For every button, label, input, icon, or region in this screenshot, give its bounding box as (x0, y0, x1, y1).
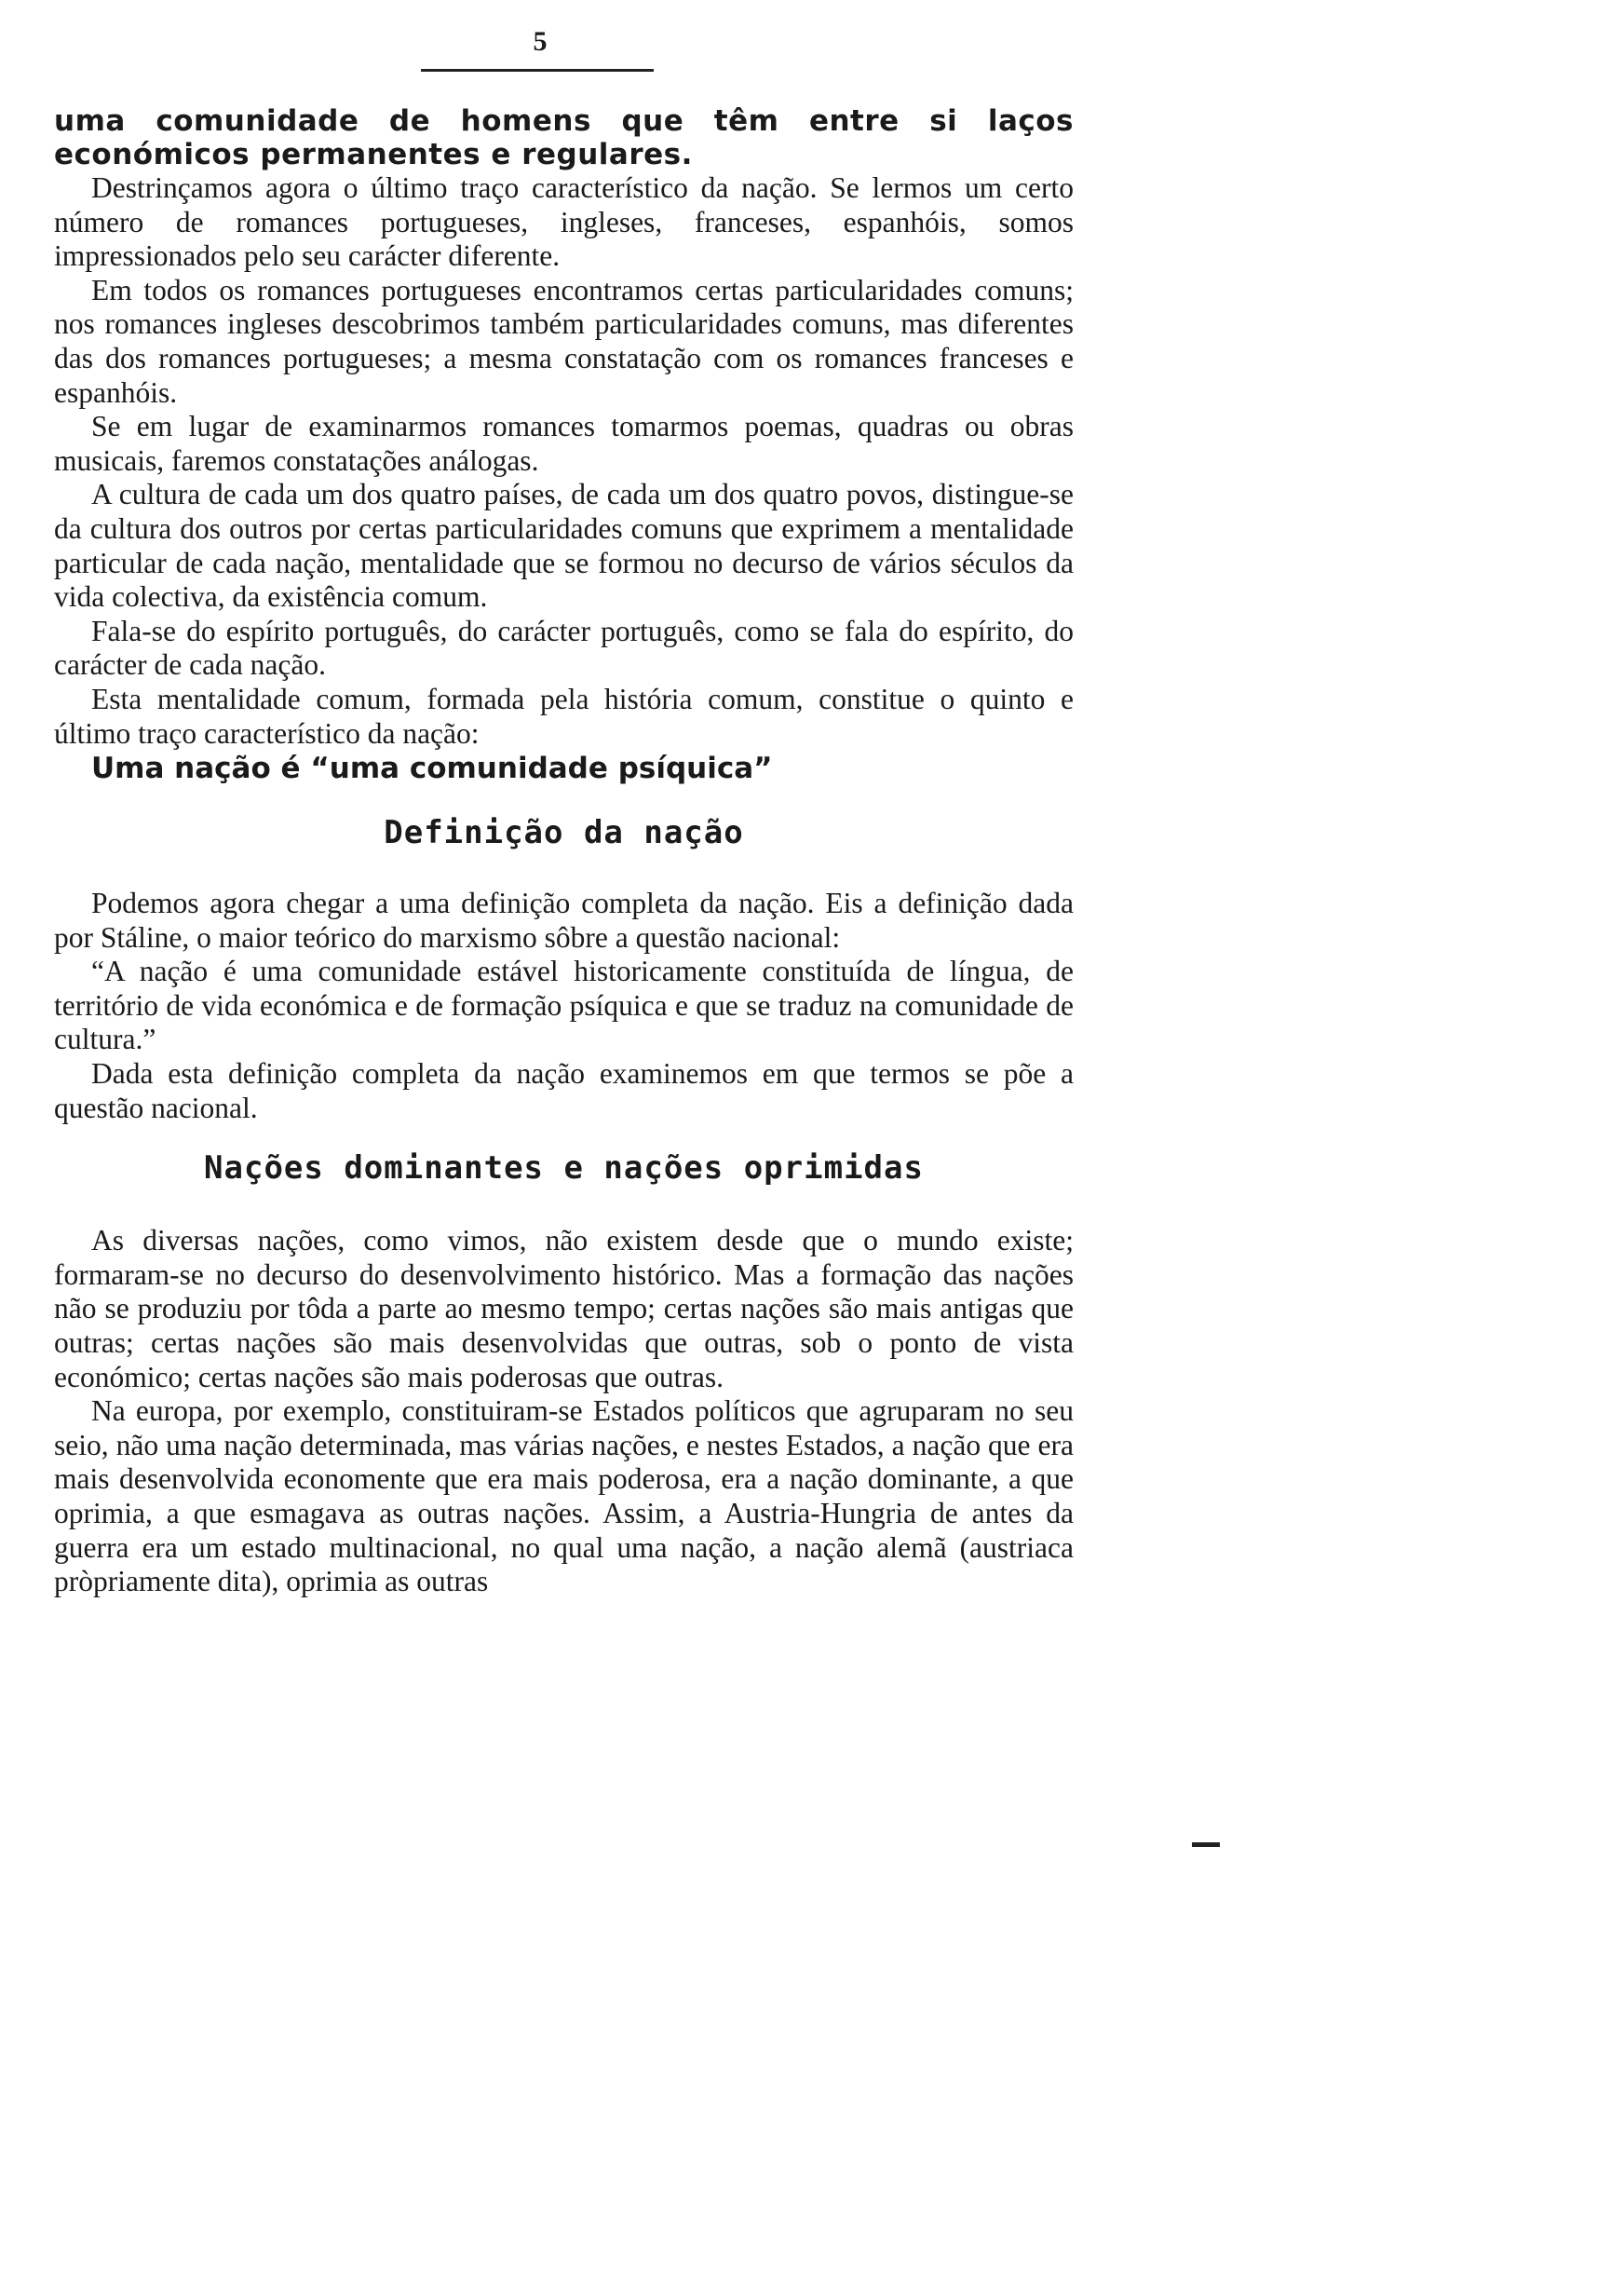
header-rule (421, 69, 654, 72)
page-number: 5 (533, 26, 548, 57)
paragraph: Destrinçamos agora o último traço característico da nação. Se lermos um certo número de romances portugueses, ingleses, franceses, espanhóis, somos impressionados pelo seu carácter diferente. (54, 171, 1074, 273)
paragraph: Esta mentalidade comum, formada pela história comum, constitue o quinto e último traço característico da nação: (54, 682, 1074, 750)
paragraph: Em todos os romances portugueses encontramos certas particularidades comuns; nos romances ingleses descobrimos também particularidades comuns, mas diferentes das dos romances portugueses; a mesma constatação com os romances franceses e espanhóis. (54, 273, 1074, 409)
margin-dash (1192, 1842, 1220, 1847)
section-heading-definicao: Definição da nação (384, 814, 744, 852)
paragraph: Podemos agora chegar a uma definição completa da nação. Eis a definição dada por Stáline, o maior teórico do marxismo sôbre a questão nacional: (54, 887, 1074, 954)
bold-statement: Uma nação é “uma comunidade psíquica” (91, 752, 773, 786)
paragraph: A cultura de cada um dos quatro países, de cada um dos quatro povos, distingue-se da cultura dos outros por certas particularidades comuns que exprimem a mentalidade particular de cada nação, mentalidade que se formou no decurso de vários séculos da vida colectiva, da existência comum. (54, 478, 1074, 614)
paragraph: Na europa, por exemplo, constituiram-se Estados políticos que agruparam no seu seio, não uma nação determinada, mas várias nações, e nestes Estados, a nação que era mais desenvolvida economente que era mais poderosa, era a nação dominante, a que oprimia, a que esmagava as outras nações. Assim, a Austria-Hungria de antes da guerra era um estado multinacional, no qual uma nação, a nação alemã (austriaca pròpriamente dita), oprimia as outras (54, 1394, 1074, 1598)
paragraph: As diversas nações, como vimos, não existem desde que o mundo existe; formaram-se no decurso do desenvolvimento histórico. Mas a formação das nações não se produziu por tôda a parte ao mesmo tempo; certas nações são mais antigas que outras; certas nações são mais desenvolvidas que outras, sob o ponto de vista económico; certas nações são mais poderosas que outras. (54, 1224, 1074, 1393)
paragraph: Se em lugar de examinarmos romances tomarmos poemas, quadras ou obras musicais, faremos constatações análogas. (54, 410, 1074, 477)
text-column (54, 104, 1074, 1599)
continued-bold-line: uma comunidade de homens que têm entre si laços económicos permanentes e regulares. (54, 104, 1074, 171)
section-heading-nacoes: Nações dominantes e nações oprimidas (204, 1149, 924, 1188)
paragraph: Fala-se do espírito português, do carácter português, como se fala do espírito, do carácter de cada nação. (54, 614, 1074, 682)
definition-quote: “A nação é uma comunidade estável historicamente constituída de língua, de território de vida económica e de formação psíquica e que se traduz na comunidade de cultura.” (54, 955, 1074, 1056)
paragraph: Dada esta definição completa da nação examinemos em que termos se põe a questão nacional. (54, 1057, 1074, 1124)
